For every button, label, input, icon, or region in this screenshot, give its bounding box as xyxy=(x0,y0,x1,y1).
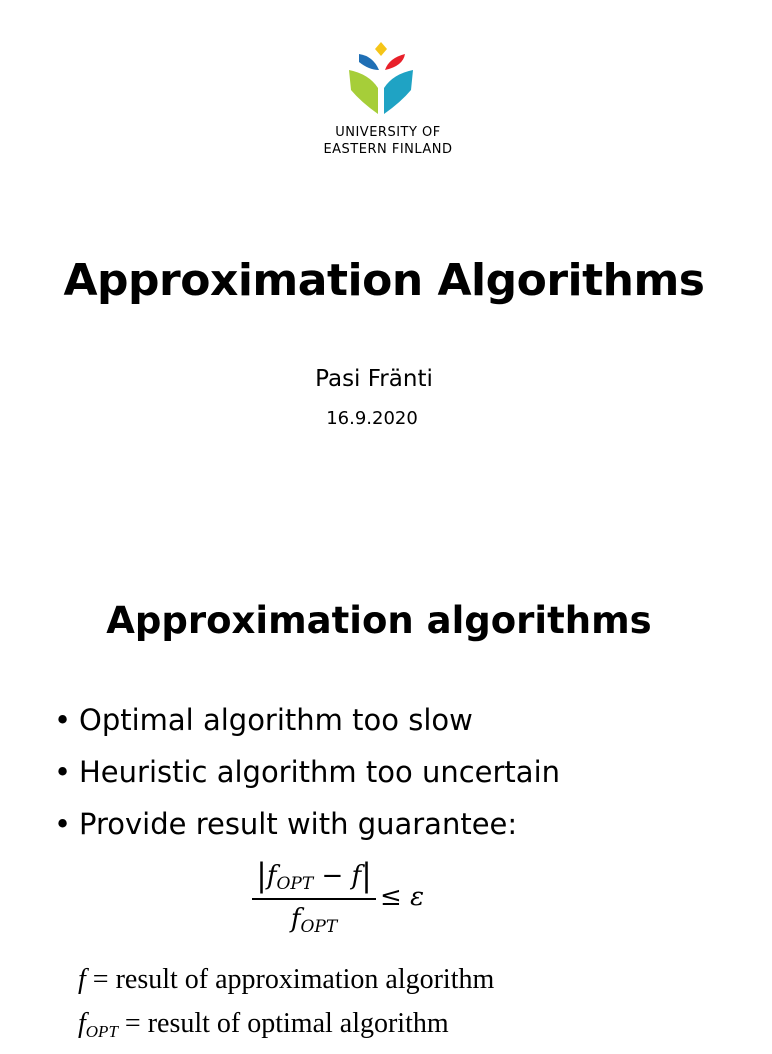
guarantee-formula xyxy=(250,852,450,944)
author-name: Pasi Fränti xyxy=(315,366,433,392)
definition-approximation: f = result of approximation algorithm xyxy=(78,964,495,995)
bullet-item xyxy=(54,798,560,850)
definition-optimal: $f_{OPT}$ = result of optimal algorithm xyxy=(78,1008,449,1041)
university-name-line2: EASTERN FINLAND xyxy=(323,142,453,157)
definitions xyxy=(78,958,494,1054)
bullet-item xyxy=(54,694,560,746)
university-logo xyxy=(345,40,417,116)
logo-blue-leaf xyxy=(359,54,379,70)
bullet-dot-icon: • xyxy=(54,703,72,737)
formula-numerator: $|f_{OPT} - f|$ xyxy=(256,856,372,894)
bullet-text: Heuristic algorithm too uncertain xyxy=(79,755,561,789)
fraction-bar xyxy=(252,898,376,900)
university-name-line1: UNIVERSITY OF xyxy=(335,125,441,140)
logo-green-leaf xyxy=(349,70,378,114)
bullet-dot-icon: • xyxy=(54,755,72,789)
bullet-text: Optimal algorithm too slow xyxy=(79,703,473,737)
slide-title: Approximation Algorithms xyxy=(63,255,705,306)
bullet-item xyxy=(54,746,560,798)
presentation-date: 16.9.2020 xyxy=(326,408,418,429)
bullet-text: Provide result with guarantee: xyxy=(79,807,518,841)
formula-relation: ≤ ε xyxy=(380,882,425,912)
bullet-dot-icon: • xyxy=(54,807,72,841)
bullet-list xyxy=(54,694,560,850)
logo-teal-leaf xyxy=(384,70,413,114)
logo-red-leaf xyxy=(385,54,405,70)
logo-yellow-diamond xyxy=(375,42,387,56)
formula-denominator: $f_{OPT}$ xyxy=(290,904,338,937)
section-title: Approximation algorithms xyxy=(106,599,652,642)
